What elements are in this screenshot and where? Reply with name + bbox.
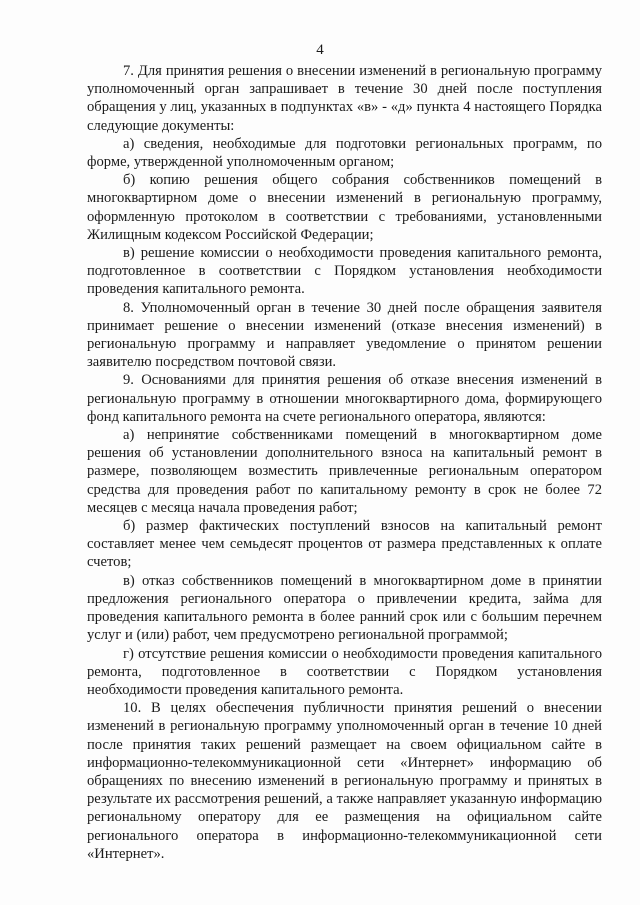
paragraph-7a: а) сведения, необходимые для подготовки региональных программ, по форме, утвержденной уполномоченным органом; bbox=[87, 135, 602, 171]
document-body bbox=[87, 62, 602, 863]
paragraph-7b: б) копию решения общего собрания собственников помещений в многоквартирном доме о внесении изменений в региональную программу, оформленную протоколом в соответствии с требованиями, установленными Жилищным кодексом Российской Федерации; bbox=[87, 172, 602, 243]
paragraph-9g: г) отсутствие решения комиссии о необходимости проведения капитального ремонта, подготовленное в соответствии с Порядком установления необходимости проведения капитального ремонта. bbox=[87, 645, 602, 698]
paragraph-9v: в) отказ собственников помещений в многоквартирном доме в принятии предложения регионального оператора о привлечении кредита, займа для проведения капитального ремонта в более ранний срок или с большим перечнем услуг и (или) работ, чем предусмотрено региональной программой; bbox=[87, 572, 602, 644]
page-number: 4 bbox=[316, 42, 324, 58]
paragraph-9: 9. Основаниями для принятия решения об отказе внесения изменений в региональную программу в отношении многоквартирного дома, формирующего фонд капитального ремонта на счете регионального оператора, являются: bbox=[87, 372, 602, 425]
paragraph-9b: б) размер фактических поступлений взносов на капитальный ремонт составляет менее чем семьдесят процентов от размера представленных к оплате счетов; bbox=[87, 518, 602, 571]
paragraph-10: 10. В целях обеспечения публичности принятия решений о внесении изменений в региональную программу уполномоченный орган в течение 10 дней после принятия таких решений размещает на своем официальном сайте в информационно-телекоммуникационной сети «Интернет» информацию об обращениях по внесению изменений в региональную программу и принятых в результате их рассмотрения решений, а также направляет указанную информацию региональному оператору для ее размещения на официальном сайте регионального оператора в информационно-телекоммуникационной сети «Интернет». bbox=[87, 700, 602, 862]
paragraph-7: 7. Для принятия решения о внесении изменений в региональную программу уполномоченный орган запрашивает в течение 30 дней после поступления обращения у лиц, указанных в подпунктах «в» - «д» пункта 4 настоящего Порядка следующие документы: bbox=[87, 63, 602, 134]
paragraph-8: 8. Уполномоченный орган в течение 30 дней после обращения заявителя принимает решение о внесении изменений (отказе внесения изменений) в региональную программу и направляет уведомление о принятом решении заявителю посредством почтовой связи. bbox=[87, 299, 602, 371]
paragraph-9a: а) непринятие собственниками помещений в многоквартирном доме решения об установлении дополнительного взноса на капитальный ремонт в размере, позволяющем возместить привлеченные региональным оператором средства для проведения работ по капитальному ремонту в срок не более 72 месяцев с месяца начала проведения работ; bbox=[87, 427, 602, 516]
paragraph-7v: в) решение комиссии о необходимости проведения капитального ремонта, подготовленное в соответствии с Порядком установления необходимости проведения капитального ремонта. bbox=[87, 245, 602, 298]
